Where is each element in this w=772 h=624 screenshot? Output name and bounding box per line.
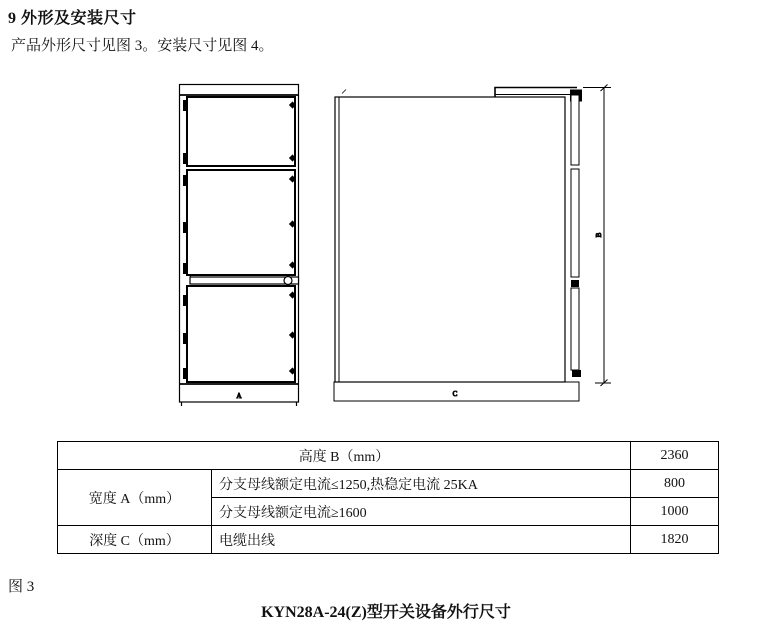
front-view-drawing: [180, 85, 299, 407]
depth-value-cell: 1820: [631, 526, 719, 554]
figure-3-drawings: [0, 78, 772, 424]
rear-panel-block-bottom: [572, 370, 581, 377]
height-value-cell: 2360: [631, 442, 719, 470]
table-row-height: [58, 442, 719, 470]
side-top-tick: [342, 90, 346, 94]
depth-condition-cell: 电缆出线: [212, 526, 631, 554]
pressure-relief-flap: [495, 88, 577, 98]
width-condition-2-cell: 分支母线额定电流≥1600: [212, 498, 631, 526]
side-view-drawing: [334, 85, 611, 402]
rear-panels: [571, 95, 581, 377]
intro-text: 产品外形尺寸见图 3。安装尺寸见图 4。: [11, 38, 274, 54]
width-label-cell: 宽度 A（mm）: [58, 470, 212, 526]
width-condition-1-cell: 分支母线额定电流≤1250,热稳定电流 25KA: [212, 470, 631, 498]
width-value-1-cell: 800: [631, 470, 719, 498]
depth-label-cell: 深度 C（mm）: [58, 526, 212, 554]
section-heading: 9 外形及安装尺寸: [8, 10, 137, 27]
height-label-cell: 高度 B（mm）: [58, 442, 631, 470]
cabinet-door-3: [187, 286, 295, 382]
dimension-label-a: A: [236, 392, 242, 400]
rear-panel-block-mid: [571, 280, 579, 287]
dimension-label-c: C: [452, 390, 458, 398]
side-body: [335, 97, 565, 382]
dimension-table: [57, 441, 719, 554]
mid-operating-bar: [190, 277, 299, 284]
dimension-label-b: B: [595, 232, 603, 238]
table-row-width-1: [58, 470, 719, 498]
cabinet-door-1: [187, 97, 295, 166]
interlock-handle-circle: [284, 277, 292, 285]
figure-caption: KYN28A-24(Z)型开关设备外行尺寸: [261, 604, 511, 621]
width-value-2-cell: 1000: [631, 498, 719, 526]
table-row-depth: [58, 526, 719, 554]
figure-number-label: 图 3: [8, 579, 35, 595]
cabinet-door-2: [187, 170, 295, 275]
